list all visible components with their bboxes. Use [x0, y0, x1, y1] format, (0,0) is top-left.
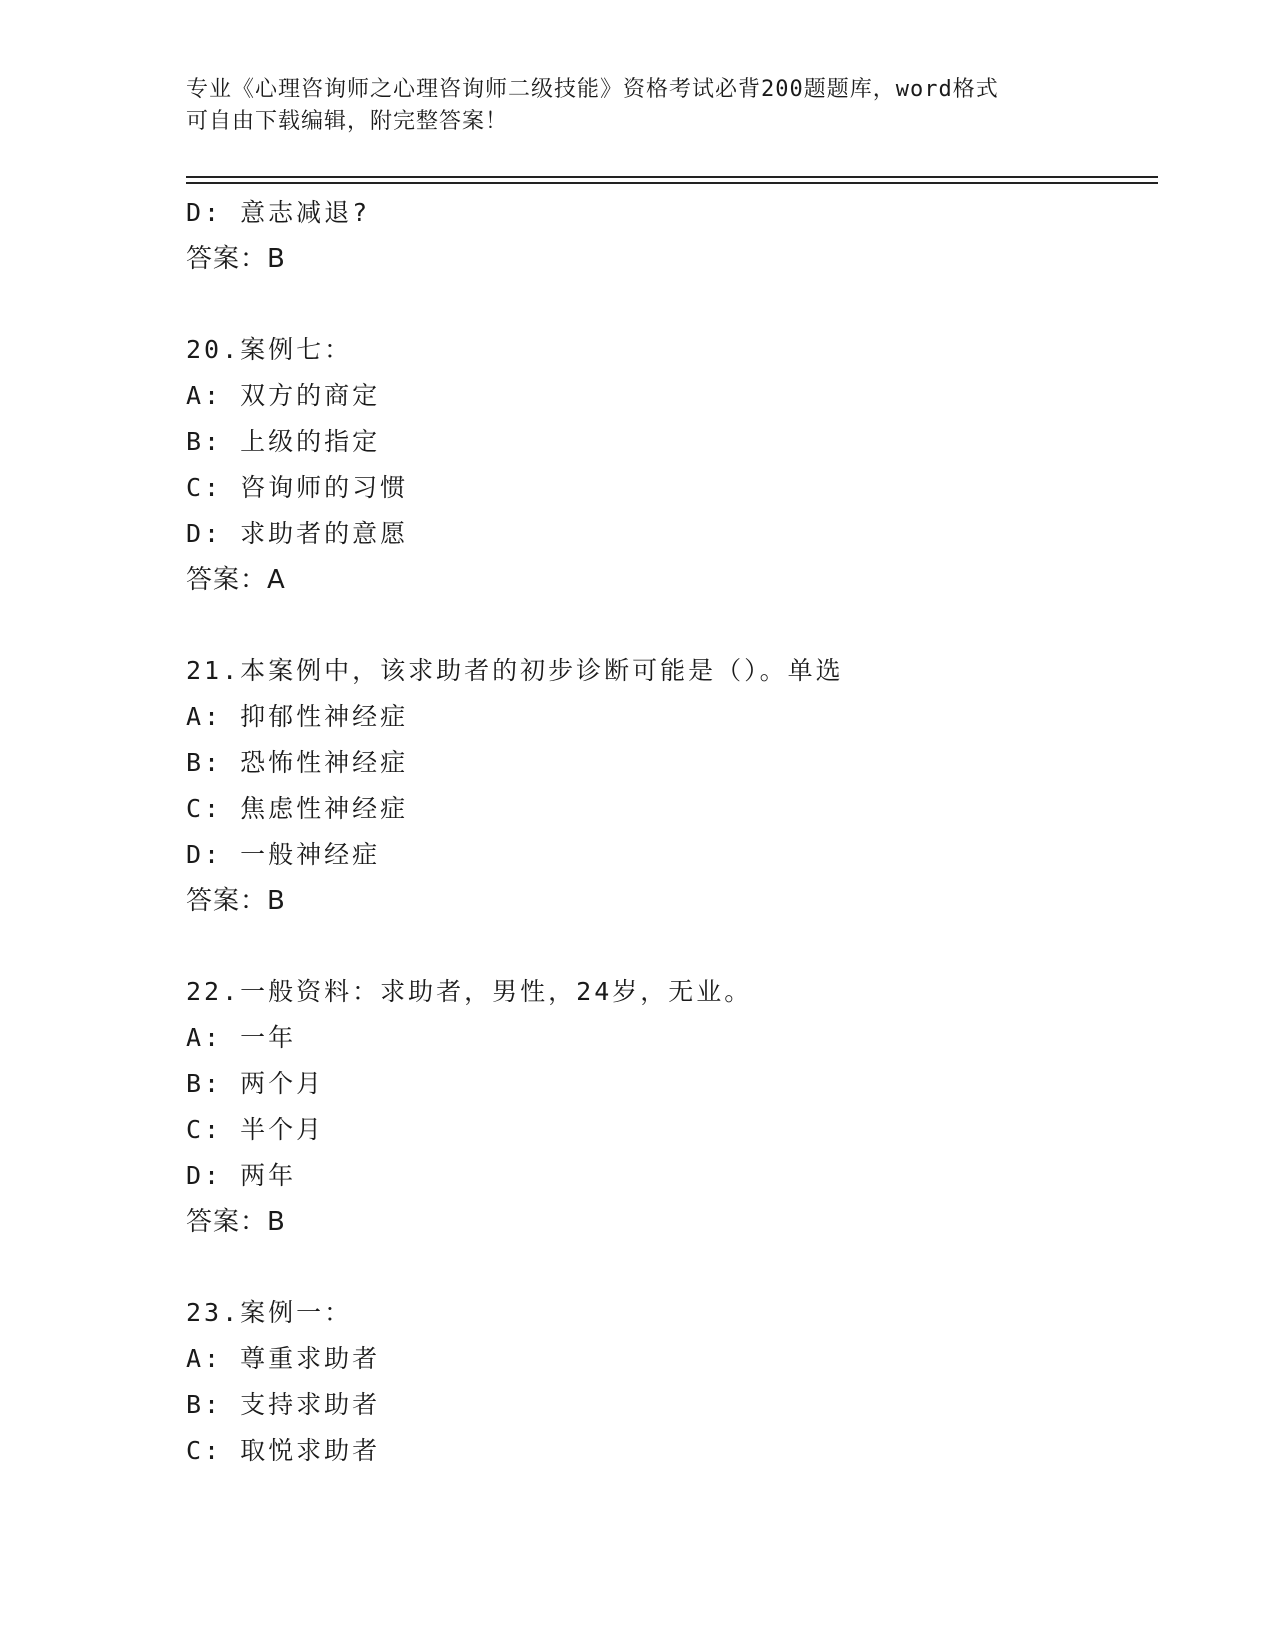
header-divider-top — [186, 176, 1158, 178]
question-title: 22.一般资料：求助者，男性，24岁，无业。 — [186, 977, 753, 1006]
option-a: A: 双方的商定 — [186, 381, 381, 410]
header-line-2: 可自由下载编辑，附完整答案！ — [186, 109, 509, 134]
option-d: D: 求助者的意愿 — [186, 519, 409, 548]
option-b: B: 恐怖性神经症 — [186, 748, 409, 777]
answer-line: 答案：B — [186, 886, 286, 916]
answer-line: 答案：B — [186, 1207, 286, 1237]
option-b: B: 支持求助者 — [186, 1390, 381, 1419]
header-divider-bottom — [186, 182, 1158, 184]
document-header — [186, 74, 1086, 138]
question-22 — [186, 969, 1158, 1245]
option-d: D: 两年 — [186, 1161, 297, 1190]
question-20 — [186, 327, 1158, 603]
option-a: A: 抑郁性神经症 — [186, 702, 409, 731]
option-b: B: 上级的指定 — [186, 427, 381, 456]
option-a: A: 一年 — [186, 1023, 297, 1052]
previous-question-tail — [186, 190, 1158, 282]
option-b: B: 两个月 — [186, 1069, 325, 1098]
question-title: 23.案例一： — [186, 1298, 353, 1327]
answer-line: 答案：B — [186, 244, 286, 274]
option-c: C: 焦虑性神经症 — [186, 794, 409, 823]
answer-line: 答案：A — [186, 565, 286, 595]
option-d: D: 一般神经症 — [186, 840, 381, 869]
option-c: C: 半个月 — [186, 1115, 325, 1144]
option-d: D: 意志减退? — [186, 198, 371, 227]
question-title: 21.本案例中，该求助者的初步诊断可能是（）。单选 — [186, 656, 844, 685]
option-a: A: 尊重求助者 — [186, 1344, 381, 1373]
option-c: C: 咨询师的习惯 — [186, 473, 409, 502]
question-21 — [186, 648, 1158, 924]
question-title: 20.案例七： — [186, 335, 353, 364]
header-line-1: 专业《心理咨询师之心理咨询师二级技能》资格考试必背200题题库，word格式 — [186, 77, 999, 102]
question-list — [186, 190, 1158, 1474]
question-23 — [186, 1290, 1158, 1474]
option-c: C: 取悦求助者 — [186, 1436, 381, 1465]
